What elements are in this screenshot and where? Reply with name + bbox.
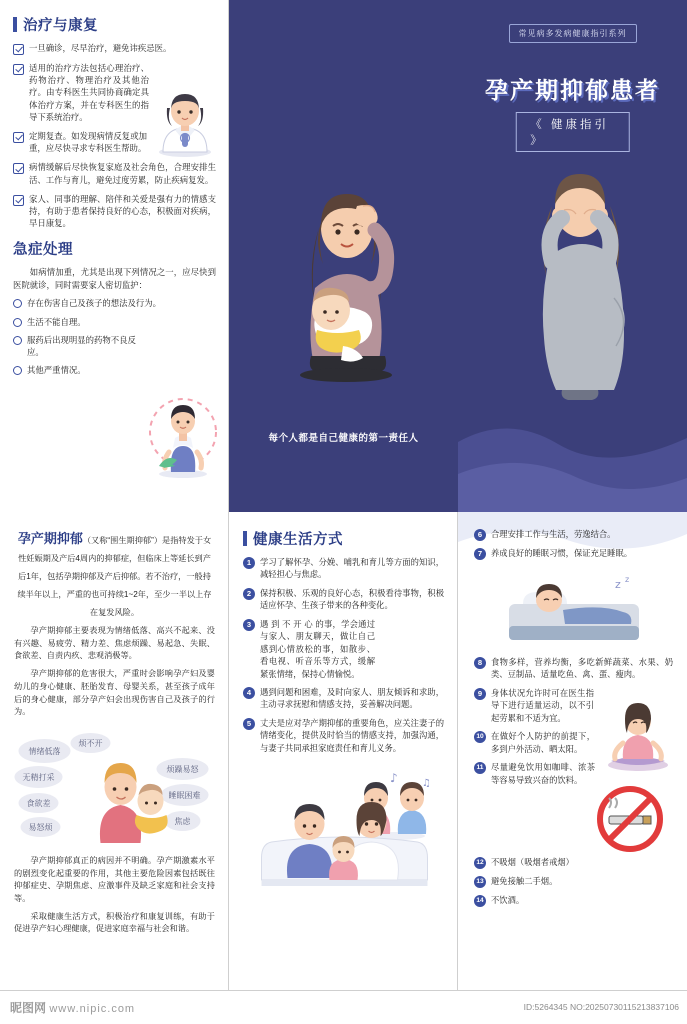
item-number: 10: [474, 731, 486, 743]
mother-holding-baby-illustration: [271, 170, 421, 385]
article-paragraph: 孕产期抑郁主要表现为情绪低落、高兴不起来、没有兴趣、易疲劳、精力差、焦虑烦躁、易起急、失眠、食欲差、自责内疚、悲观消极等。: [14, 626, 215, 661]
checkbox-icon: [13, 64, 24, 75]
numbered-item: [474, 894, 602, 907]
checkbox-icon: [13, 163, 24, 174]
item-text: 保持积极、乐观的良好心态，积极看待事物，积极适应怀孕、生孩子带来的各种变化。: [260, 587, 444, 611]
pregnant-woman-crying-illustration: [506, 152, 656, 402]
bullet-item: [13, 334, 216, 358]
svg-text:无精打采: 无精打采: [22, 772, 55, 782]
section-title-text: 健康生活方式: [253, 532, 343, 548]
item-text: 食物多样，营养均衡，多吃新鲜蔬菜、水果、奶类、豆制品、适量吃鱼、禽、蛋、瘦肉。: [491, 657, 673, 680]
svg-text:z: z: [624, 575, 629, 584]
cover-title: 孕产期抑郁患者: [485, 77, 660, 103]
item-number: 13: [474, 876, 486, 888]
family-portrait-illustration: [243, 768, 444, 888]
item-number: 14: [474, 895, 486, 907]
numbered-item: [474, 875, 602, 888]
item-text: 丈夫是应对孕产期抑郁的重要角色，应关注妻子的情绪变化，提供及时恰当的情感支持，加强沟通，与妻子共同承担家庭责任和育儿义务。: [260, 717, 444, 753]
item-number: 8: [474, 657, 486, 669]
panel-lifestyle-continued: [458, 512, 687, 1024]
item-number: 1: [243, 557, 255, 569]
article-paragraph: 采取健康生活方式，积极治疗和康复训练，有助于促进孕产妇心理健康，促进家庭幸福与社会和谐。: [14, 911, 215, 934]
mother-and-child-bubble-illustration: [14, 725, 215, 845]
check-item: [13, 42, 216, 55]
section-title-text: 急症处理: [13, 242, 73, 259]
svg-text:z: z: [614, 578, 621, 591]
svg-text:♫: ♫: [422, 777, 431, 789]
doctor-illustration: [149, 78, 221, 160]
check-text: 病情缓解后尽快恢复家庭及社会角色，合理安排生活、工作与育儿，避免过度劳累，防止疾病复发。: [29, 162, 216, 185]
article-title-suffix: （又称“围生期抑郁”）是指特发于女性妊娠期及产后4周内的抑郁症，但临床上等延长到产后1年，包括孕期抑郁及产后抑郁。若不治疗，一般持续半年以上，严重的也可持续1~2年，至少一半以上存在复发风险。: [17, 536, 212, 617]
item-number: 6: [474, 529, 486, 541]
check-text: 一旦确诊，尽早治疗，避免讳疾忌医。: [29, 43, 172, 53]
id-code: ID:5264345 NO:20250730115213837106: [523, 1002, 679, 1012]
check-item: [13, 193, 216, 230]
article-paragraph: 孕产期抑郁真正的病因并不明确。孕产期激素水平的剧烈变化起重要的作用，其他主要危险因素包括既往抑郁症史、孕期焦虑、应激事件及缺乏家庭和社会支持等。: [14, 855, 215, 904]
check-text: 定期复查。如发现病情反复或加重，应尽快寻求专科医生帮助。: [29, 130, 147, 154]
checkbox-icon: [13, 44, 24, 55]
watermark-url: www.nipic.com: [49, 1003, 136, 1015]
series-badge: 常见病多发病健康指引系列: [509, 24, 637, 43]
numbered-item: [243, 717, 444, 754]
article-paragraph: 孕产期抑郁的危害很大，严重时会影响孕产妇及婴幼儿的身心健康、胚胎发育、母婴关系，甚至孩子成年后的身心健康，部分孕产妇会出现伤害自己及孩子的行为。: [14, 669, 215, 717]
panel-cover: [458, 0, 687, 512]
numbered-item: [474, 656, 673, 681]
item-text: 遇 到 不 开 心 的事，学会通过与家人、朋友聊天，做让自己感到心情放松的事，如散步、看电视、听音乐等方式，缓解紧张情绪，保持心情愉悦。: [260, 618, 375, 679]
item-text: 不饮酒。: [491, 894, 525, 905]
accent-bar: [243, 531, 247, 546]
checkbox-icon: [13, 195, 24, 206]
sleeping-woman-illustration: [499, 570, 649, 650]
svg-text:睡眠困难: 睡眠困难: [168, 790, 201, 800]
item-text: 不吸烟（吸烟者戒烟）: [491, 856, 574, 867]
section-title-lifestyle: [243, 528, 444, 549]
mid-caption: 每个人都是自己健康的第一责任人: [268, 433, 419, 444]
item-text: 避免接触二手烟。: [491, 875, 558, 886]
bullet-text: 生活不能自理。: [27, 316, 86, 327]
bullet-item: [13, 316, 216, 328]
checkbox-icon: [13, 132, 24, 143]
no-smoking-icon: [593, 782, 667, 856]
numbered-item: [474, 761, 595, 786]
item-number: 12: [474, 857, 486, 869]
svg-text:烦不开: 烦不开: [78, 738, 103, 748]
item-number: 11: [474, 762, 486, 774]
numbered-item: [243, 556, 444, 581]
check-item: [13, 161, 216, 185]
item-text: 合理安排工作与生活，劳逸结合。: [491, 529, 616, 539]
item-number: 4: [243, 687, 255, 699]
numbered-item: [474, 856, 602, 869]
check-text: 适用的治疗方法包括心理治疗、药物治疗、物理治疗及其他治疗。由专科医生共同协商确定具体治疗方案，并在专科医生的指导下系统治疗。: [29, 63, 149, 122]
numbered-item: [243, 686, 444, 711]
panel-treatment-recovery: [0, 0, 229, 512]
numbered-item: [243, 587, 444, 612]
svg-text:食欲差: 食欲差: [26, 798, 51, 808]
section-title-treatment: [13, 14, 216, 35]
item-text: 遇到问题和困难，及时向家人、朋友倾诉和求助，主动寻求抚慰和情感支持，妥善解决问题。: [260, 686, 444, 710]
mother-illustration: [143, 388, 223, 480]
section-title-text: 治疗与康复: [23, 18, 98, 34]
svg-text:♪: ♪: [390, 770, 398, 785]
bullet-item: [13, 297, 216, 309]
item-text: 身体状况允许时可在医生指导下进行适量运动，以不引起劳累和不适为宜。: [491, 687, 594, 723]
bullet-text: 其他严重情况。: [27, 365, 86, 376]
item-text: 在做好个人防护的前提下，多到户外活动、晒太阳。: [491, 731, 595, 754]
item-text: 养成良好的睡眠习惯，保证充足睡眠。: [491, 548, 633, 558]
item-number: 9: [474, 688, 486, 700]
item-number: 7: [474, 548, 486, 560]
circle-bullet-icon: [13, 318, 22, 327]
bullet-text: 存在伤害自己及孩子的想法及行为。: [27, 298, 161, 309]
article-title: 孕产期抑郁: [17, 531, 83, 546]
circle-bullet-icon: [13, 366, 22, 375]
panel-mother-baby: [229, 0, 458, 512]
item-number: 3: [243, 619, 255, 631]
numbered-item: [474, 528, 673, 541]
numbered-item: [474, 730, 595, 755]
svg-text:情绪低落: 情绪低落: [28, 746, 61, 756]
item-text: 尽量避免饮用如咖啡、浓茶等容易导致兴奋的饮料。: [491, 762, 595, 785]
bullet-text: 服药后出现明显的药物不良反应。: [27, 334, 136, 358]
svg-text:烦躁易怒: 烦躁易怒: [166, 764, 199, 774]
item-number: 5: [243, 718, 255, 730]
numbered-item: [243, 618, 375, 680]
cover-subtitle: 《 健康指引 》: [515, 112, 630, 152]
watermark-brand: 昵图网: [10, 1001, 47, 1015]
check-text: 家人、同事的理解、陪伴和关爱是强有力的情感支持，有助于患者保持良好的心态，积极面对疾病，早日康复。: [29, 193, 216, 229]
accent-bar: [13, 17, 17, 32]
svg-text:易怒烦: 易怒烦: [28, 822, 53, 832]
bullet-item: [13, 364, 216, 376]
bottom-half: [0, 512, 687, 1024]
emergency-intro: 如病情加重，尤其是出现下列情况之一，应尽快到医院就诊，同时需要家人密切监护：: [13, 267, 216, 290]
item-text: 学习了解怀孕、分娩、哺乳和育儿等方面的知识，减轻担心与焦虑。: [260, 557, 444, 580]
item-number: 2: [243, 588, 255, 600]
footer-bar: [0, 990, 687, 1024]
yoga-woman-illustration: [603, 689, 673, 775]
circle-bullet-icon: [13, 299, 22, 308]
numbered-item: [474, 687, 594, 724]
circle-bullet-icon: [13, 336, 22, 345]
panel-healthy-lifestyle: [229, 512, 458, 1024]
watermark: [10, 999, 135, 1016]
numbered-item: [474, 547, 673, 560]
svg-text:焦虑: 焦虑: [174, 816, 191, 826]
panel-about-depression: [0, 512, 229, 1024]
section-title-emergency: [13, 238, 216, 259]
